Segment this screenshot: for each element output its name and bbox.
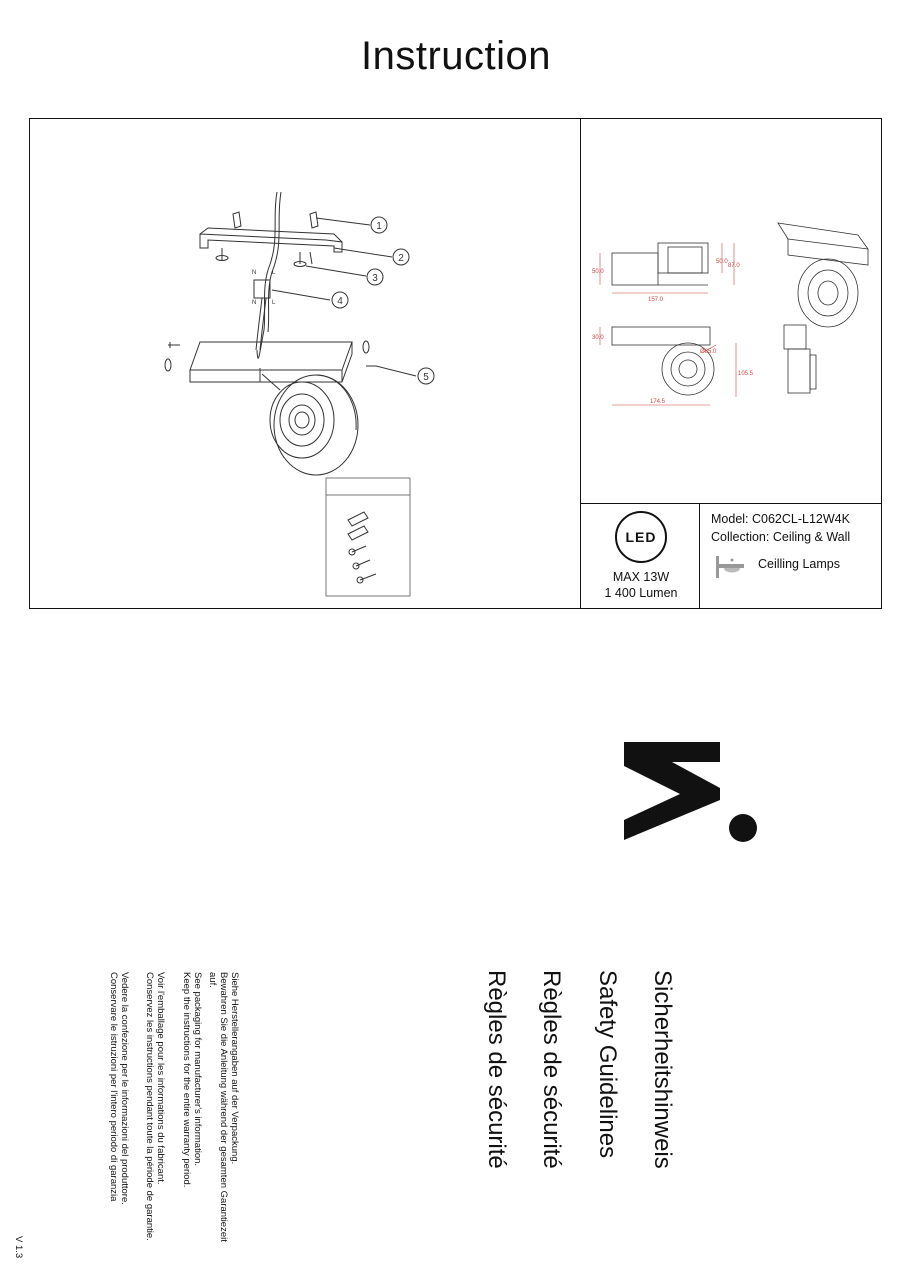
callout-3: 3 [372,273,378,284]
safety-text-de-1: Siehe Herstellerangaben auf der Verpackung. [229,972,240,1165]
wire-label-n-bottom: N [252,300,257,306]
wire-label-l-bottom: L [272,300,276,306]
led-badge: LED [615,511,667,563]
dim-diameter: Ø85.0 [700,349,717,355]
frame-divider-vertical [580,118,581,609]
brand-logo [622,742,760,844]
dim-height-right: 87.0 [728,263,740,269]
safety-text-en-2: Keep the instructions for the entire warranty period. [181,972,192,1188]
safety-heading-fr: Règles de sécurité [538,970,565,1169]
collection-name: Collection: Ceiling & Wall [711,530,851,544]
dim-height-mid: 50.0 [716,259,728,265]
led-block [590,511,692,601]
dim-height-left: 50.0 [592,269,604,275]
dim-height-front: 30.0 [592,335,604,341]
callout-2: 2 [398,253,404,264]
lumen-rating: 1 400 Lumen [604,586,678,600]
safety-text-fr-1: Voir l'emballage pour les informations du fabricant. [155,972,166,1185]
callout-5: 5 [423,372,429,383]
safety-text-en-1: See packaging for manufacturer's information. [192,972,203,1167]
safety-text-fr-2: Conservez les instructions pendant toute la période de garantie. [144,972,155,1241]
power-rating: MAX 13W [612,570,670,584]
wire-label-n-top: N [252,270,257,276]
safety-heading-de: Sicherheitshinweis [649,970,676,1169]
product-type: Ceilling Lamps [758,557,840,571]
model-number: Model: C062CL-L12W4K [711,512,850,526]
safety-heading-fr-2: Règles de sécurité [483,970,510,1169]
safety-text-it-1: Vedere la confezione per le informazioni del produttore. [119,972,130,1205]
assembly-diagram [130,130,460,600]
dim-length-top: 157.0 [648,297,664,303]
frame-divider-horizontal [580,503,882,504]
safety-heading-en: Safety Guidelines [594,970,621,1159]
wire-label-l-top: L [272,270,276,276]
callout-4: 4 [337,296,343,307]
version-label: V 1.3 [13,1236,24,1259]
dim-total-height: 105.5 [738,371,754,377]
page-title: Instruction [360,34,552,78]
safety-text-de-3: auf. [207,972,218,988]
info-divider [699,503,700,609]
dimension-drawings [588,205,878,415]
ceiling-lamp-icon [716,556,746,580]
safety-text-de-2: Bewahren Sie die Anleitung während der gesamten Garantiezeit [218,972,229,1242]
safety-text-it-2: Conservare le istruzioni per l'intero periodo di garanzia [108,972,119,1202]
dim-length-bottom: 174.5 [650,399,666,405]
callout-1: 1 [376,221,382,232]
